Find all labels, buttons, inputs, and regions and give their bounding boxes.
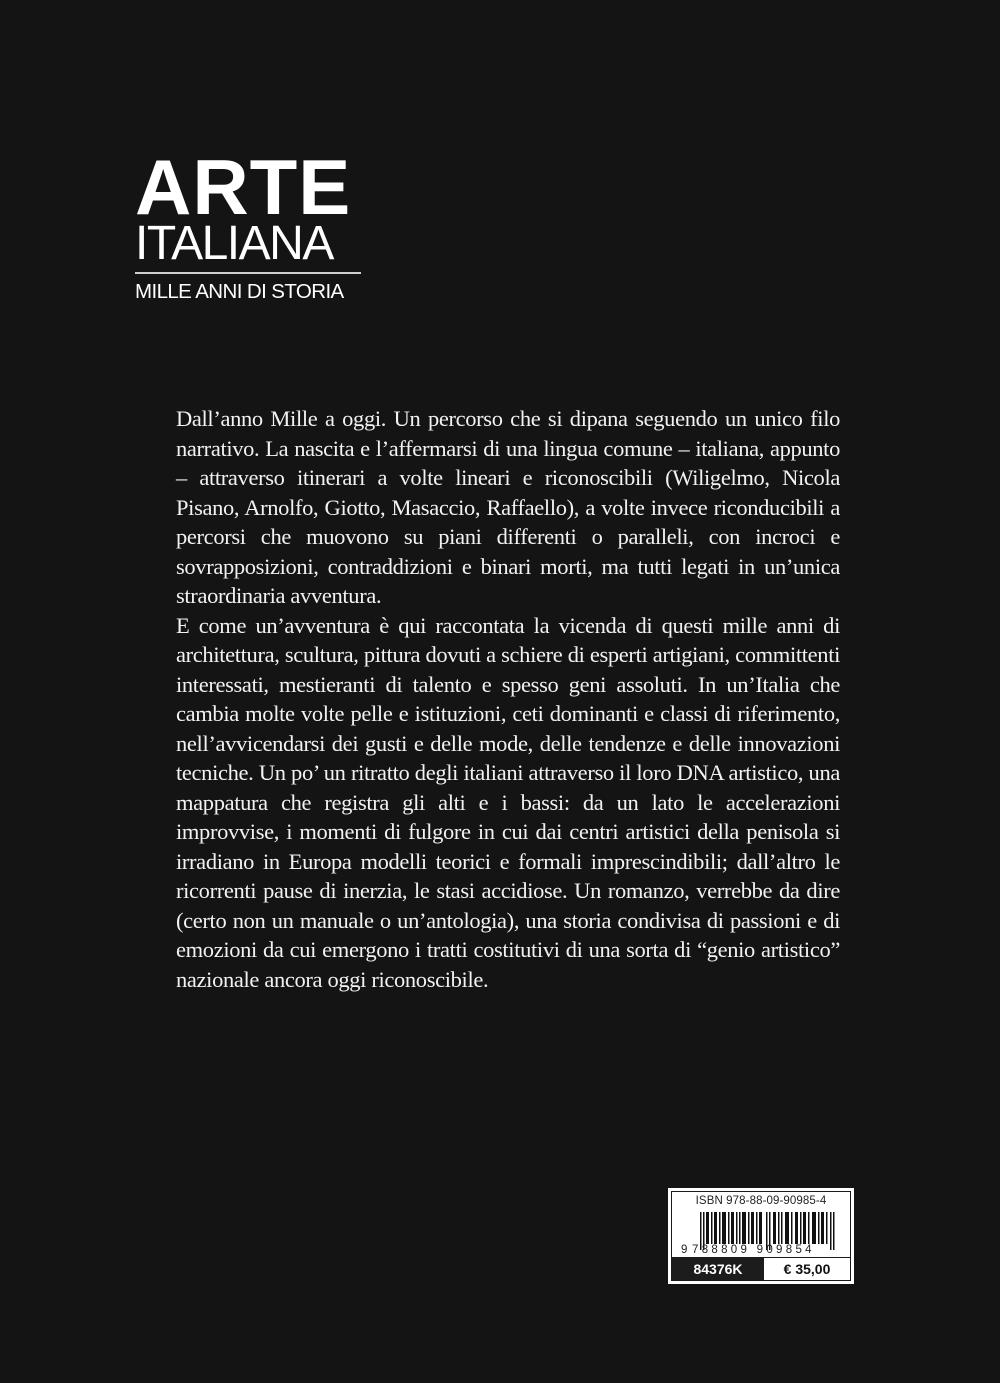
title-tagline: MILLE ANNI DI STORIA [135,280,344,303]
price-row [672,1257,850,1280]
ean-digits: 788809 909854 [692,1244,815,1256]
price: € 35,00 [783,1261,831,1277]
title-sub: ITALIANA [135,217,333,270]
ean-first-digit: 9 [681,1244,688,1256]
cover-title-block [135,143,363,304]
title-main: ARTE [135,143,352,231]
isbn-label: ISBN 978-88-09-90985-4 [695,1195,827,1207]
blurb-paragraph: E come un’avventura è qui raccontata la vicenda di questi mille anni di architettura, scultura, pittura dovuti a schiere di esperti artigiani, committenti interessati, mestieranti di talento e spesso geni assoluti. In un’Italia che cambia molte volte pelle e istituzioni, ceti dominanti e classi di riferimento, nell’avvicendarsi dei gusti e delle mode, delle tendenze e delle innovazioni tecniche. Un po’ un ritratto degli italiani attraverso il loro DNA artistico, una mappatura che registra gli alti e i bassi: da un lato le accelerazioni improvvise, i momenti di fulgore in cui dai centri artistici della penisola si irradiano in Europa modelli teorici e formali imprescindibili; dall’altro le ricorrenti pause di inerzia, le stasi accidiose. Un romanzo, verrebbe da dire (certo non un manuale o un’antologia), una storia condivisa di passioni e di emozioni da cui emergono i tratti costitutivi di una sorta di “genio artistico” nazionale ancora oggi riconoscibile. [176,612,840,992]
product-code: 84376K [672,1258,764,1280]
back-cover-blurb [176,404,840,994]
isbn-barcode-box [668,1188,854,1284]
barcode-frame [671,1191,851,1281]
title-divider [135,272,361,274]
blurb-paragraph: Dall’anno Mille a oggi. Un percorso che si dipana seguendo un unico filo narrativo. La nascita e l’affermarsi di una lingua comune – italiana, appunto – attraverso itinerari a volte lineari e riconoscibili (Wiligelmo, Nicola Pisano, Arnolfo, Giotto, Masaccio, Raffaello), a volte invece riconducibili a percorsi che muovono su piani differenti o paralleli, con incroci e sovrapposizioni, contraddizioni e binari morti, ma tutti legati in un’unica straordinaria avventura. [176,406,840,608]
